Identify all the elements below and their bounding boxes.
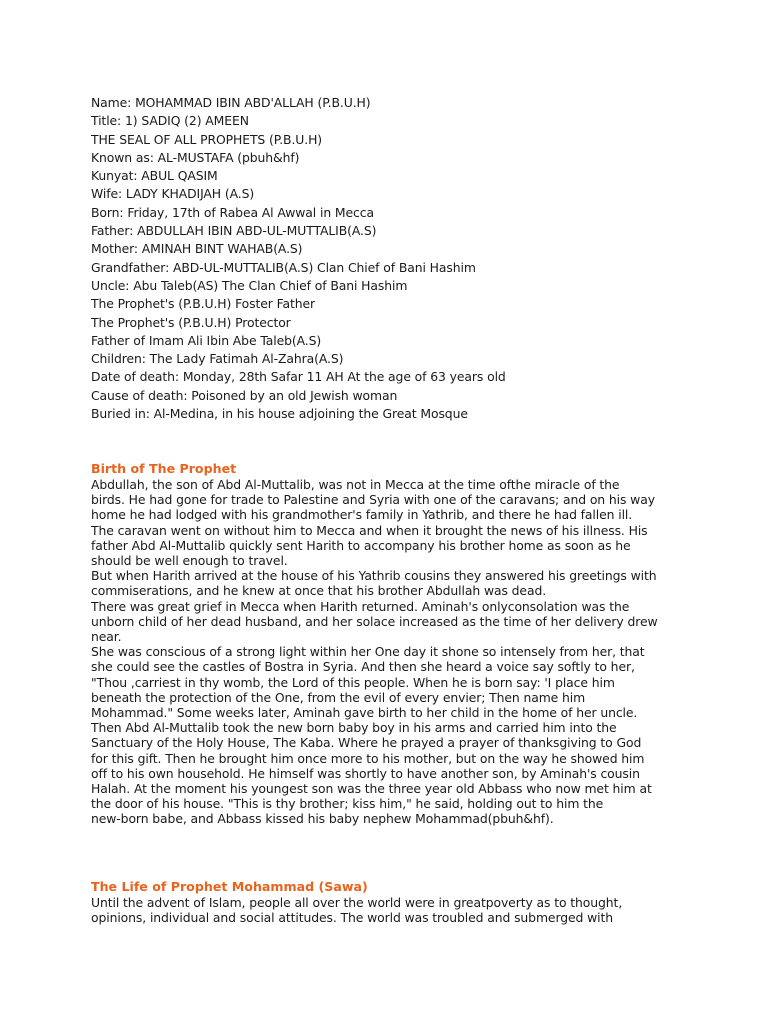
paragraph-line: Abdullah, the son of Abd Al-Muttalib, was not in Mecca at the time ofthe miracle of the bbox=[91, 477, 620, 492]
paragraph-line: father Abd Al-Muttalib quickly sent Harith to accompany his brother home as soon as he bbox=[91, 537, 631, 553]
info-line: Name: MOHAMMAD IBIN ABD'ALLAH (P.B.U.H) bbox=[91, 95, 371, 110]
paragraph-line: new-born babe, and Abbass kissed his baby nephew Mohammad(pbuh&hf). bbox=[91, 811, 554, 827]
section-body-birth bbox=[91, 477, 658, 827]
info-line: THE SEAL OF ALL PROPHETS (P.B.U.H) bbox=[91, 131, 323, 147]
paragraph-line: commiserations, and he knew at once that his brother Abdullah was dead. bbox=[91, 583, 547, 599]
info-line: Wife: LADY KHADIJAH (A.S) bbox=[91, 186, 255, 202]
paragraph-line: beneath the protection of the One, from the evil of every envier; Then name him bbox=[91, 689, 586, 705]
paragraph-line: off to his own household. He himself was shortly to have another son, by Aminah's cousin bbox=[91, 765, 640, 781]
paragraph-line: unborn child of her dead husband, and her solace increased as the time of her delivery drew bbox=[91, 613, 658, 629]
info-line: Buried in: Al-Medina, in his house adjoining the Great Mosque bbox=[91, 406, 468, 422]
info-line: Father of Imam Ali Ibin Abe Taleb(A.S) bbox=[91, 332, 322, 348]
paragraph-line: The caravan went on without him to Mecca and when it brought the news of his illness. His bbox=[91, 522, 648, 538]
paragraph-line: Mohammad." Some weeks later, Aminah gave birth to her child in the home of her uncle. bbox=[91, 705, 638, 721]
paragraph-line: for this gift. Then he brought him once more to his mother, but on the way he showed him bbox=[91, 750, 645, 766]
paragraph-line: the door of his house. "This is thy brother; kiss him," he said, holding out to him the bbox=[91, 796, 604, 812]
section-heading-birth: Birth of The Prophet bbox=[91, 461, 237, 476]
paragraph-line: near. bbox=[91, 629, 122, 645]
info-line: Title: 1) SADIQ (2) AMEEN bbox=[91, 113, 249, 129]
paragraph-line: birds. He had gone for trade to Palestine and Syria with one of the caravans; and on his way bbox=[91, 492, 655, 508]
paragraph-line: But when Harith arrived at the house of his Yathrib cousins they answered his greetings with bbox=[91, 568, 657, 584]
info-line: Date of death: Monday, 28th Safar 11 AH At the age of 63 years old bbox=[91, 369, 506, 385]
paragraph-line: Until the advent of Islam, people all over the world were in greatpoverty as to thought, bbox=[91, 895, 623, 910]
info-line: Born: Friday, 17th of Rabea Al Awwal in Mecca bbox=[91, 204, 374, 220]
profile-info bbox=[91, 94, 506, 423]
info-line: Father: ABDULLAH IBIN ABD-UL-MUTTALIB(A.S) bbox=[91, 223, 377, 239]
section-heading-life: The Life of Prophet Mohammad (Sawa) bbox=[91, 879, 368, 894]
section-body-life bbox=[91, 895, 622, 925]
paragraph-line: she could see the castles of Bostra in Syria. And then she heard a voice say softly to her, bbox=[91, 659, 635, 675]
info-line: The Prophet's (P.B.U.H) Protector bbox=[91, 314, 291, 330]
info-line: The Prophet's (P.B.U.H) Foster Father bbox=[91, 296, 316, 312]
info-line: Uncle: Abu Taleb(AS) The Clan Chief of Bani Hashim bbox=[91, 277, 408, 293]
info-line: Mother: AMINAH BINT WAHAB(A.S) bbox=[91, 241, 303, 257]
paragraph-line: "Thou ,carriest in thy womb, the Lord of this people. When he is born say: 'I place him bbox=[91, 674, 615, 690]
paragraph-line: home he had lodged with his grandmother's family in Yathrib, and there he had fallen ill. bbox=[91, 507, 633, 523]
info-line: Known as: AL-MUSTAFA (pbuh&hf) bbox=[91, 149, 300, 165]
paragraph-line: should be well enough to travel. bbox=[91, 553, 288, 569]
paragraph-line: Then Abd Al-Muttalib took the new born baby boy in his arms and carried him into the bbox=[91, 720, 617, 736]
paragraph-line: There was great grief in Mecca when Harith returned. Aminah's onlyconsolation was the bbox=[91, 598, 630, 614]
paragraph-line: She was conscious of a strong light within her One day it shone so intensely from her, that bbox=[91, 644, 645, 660]
info-line: Children: The Lady Fatimah Al-Zahra(A.S) bbox=[91, 351, 344, 367]
info-line: Kunyat: ABUL QASIM bbox=[91, 168, 218, 184]
paragraph-line: Sanctuary of the Holy House, The Kaba. Where he prayed a prayer of thanksgiving to God bbox=[91, 735, 642, 751]
info-line: Grandfather: ABD-UL-MUTTALIB(A.S) Clan Chief of Bani Hashim bbox=[91, 259, 476, 275]
paragraph-line: Halah. At the moment his youngest son was the three year old Abbass who now met him at bbox=[91, 781, 652, 797]
info-line: Cause of death: Poisoned by an old Jewish woman bbox=[91, 387, 398, 403]
paragraph-line: opinions, individual and social attitudes. The world was troubled and submerged with bbox=[91, 910, 614, 926]
